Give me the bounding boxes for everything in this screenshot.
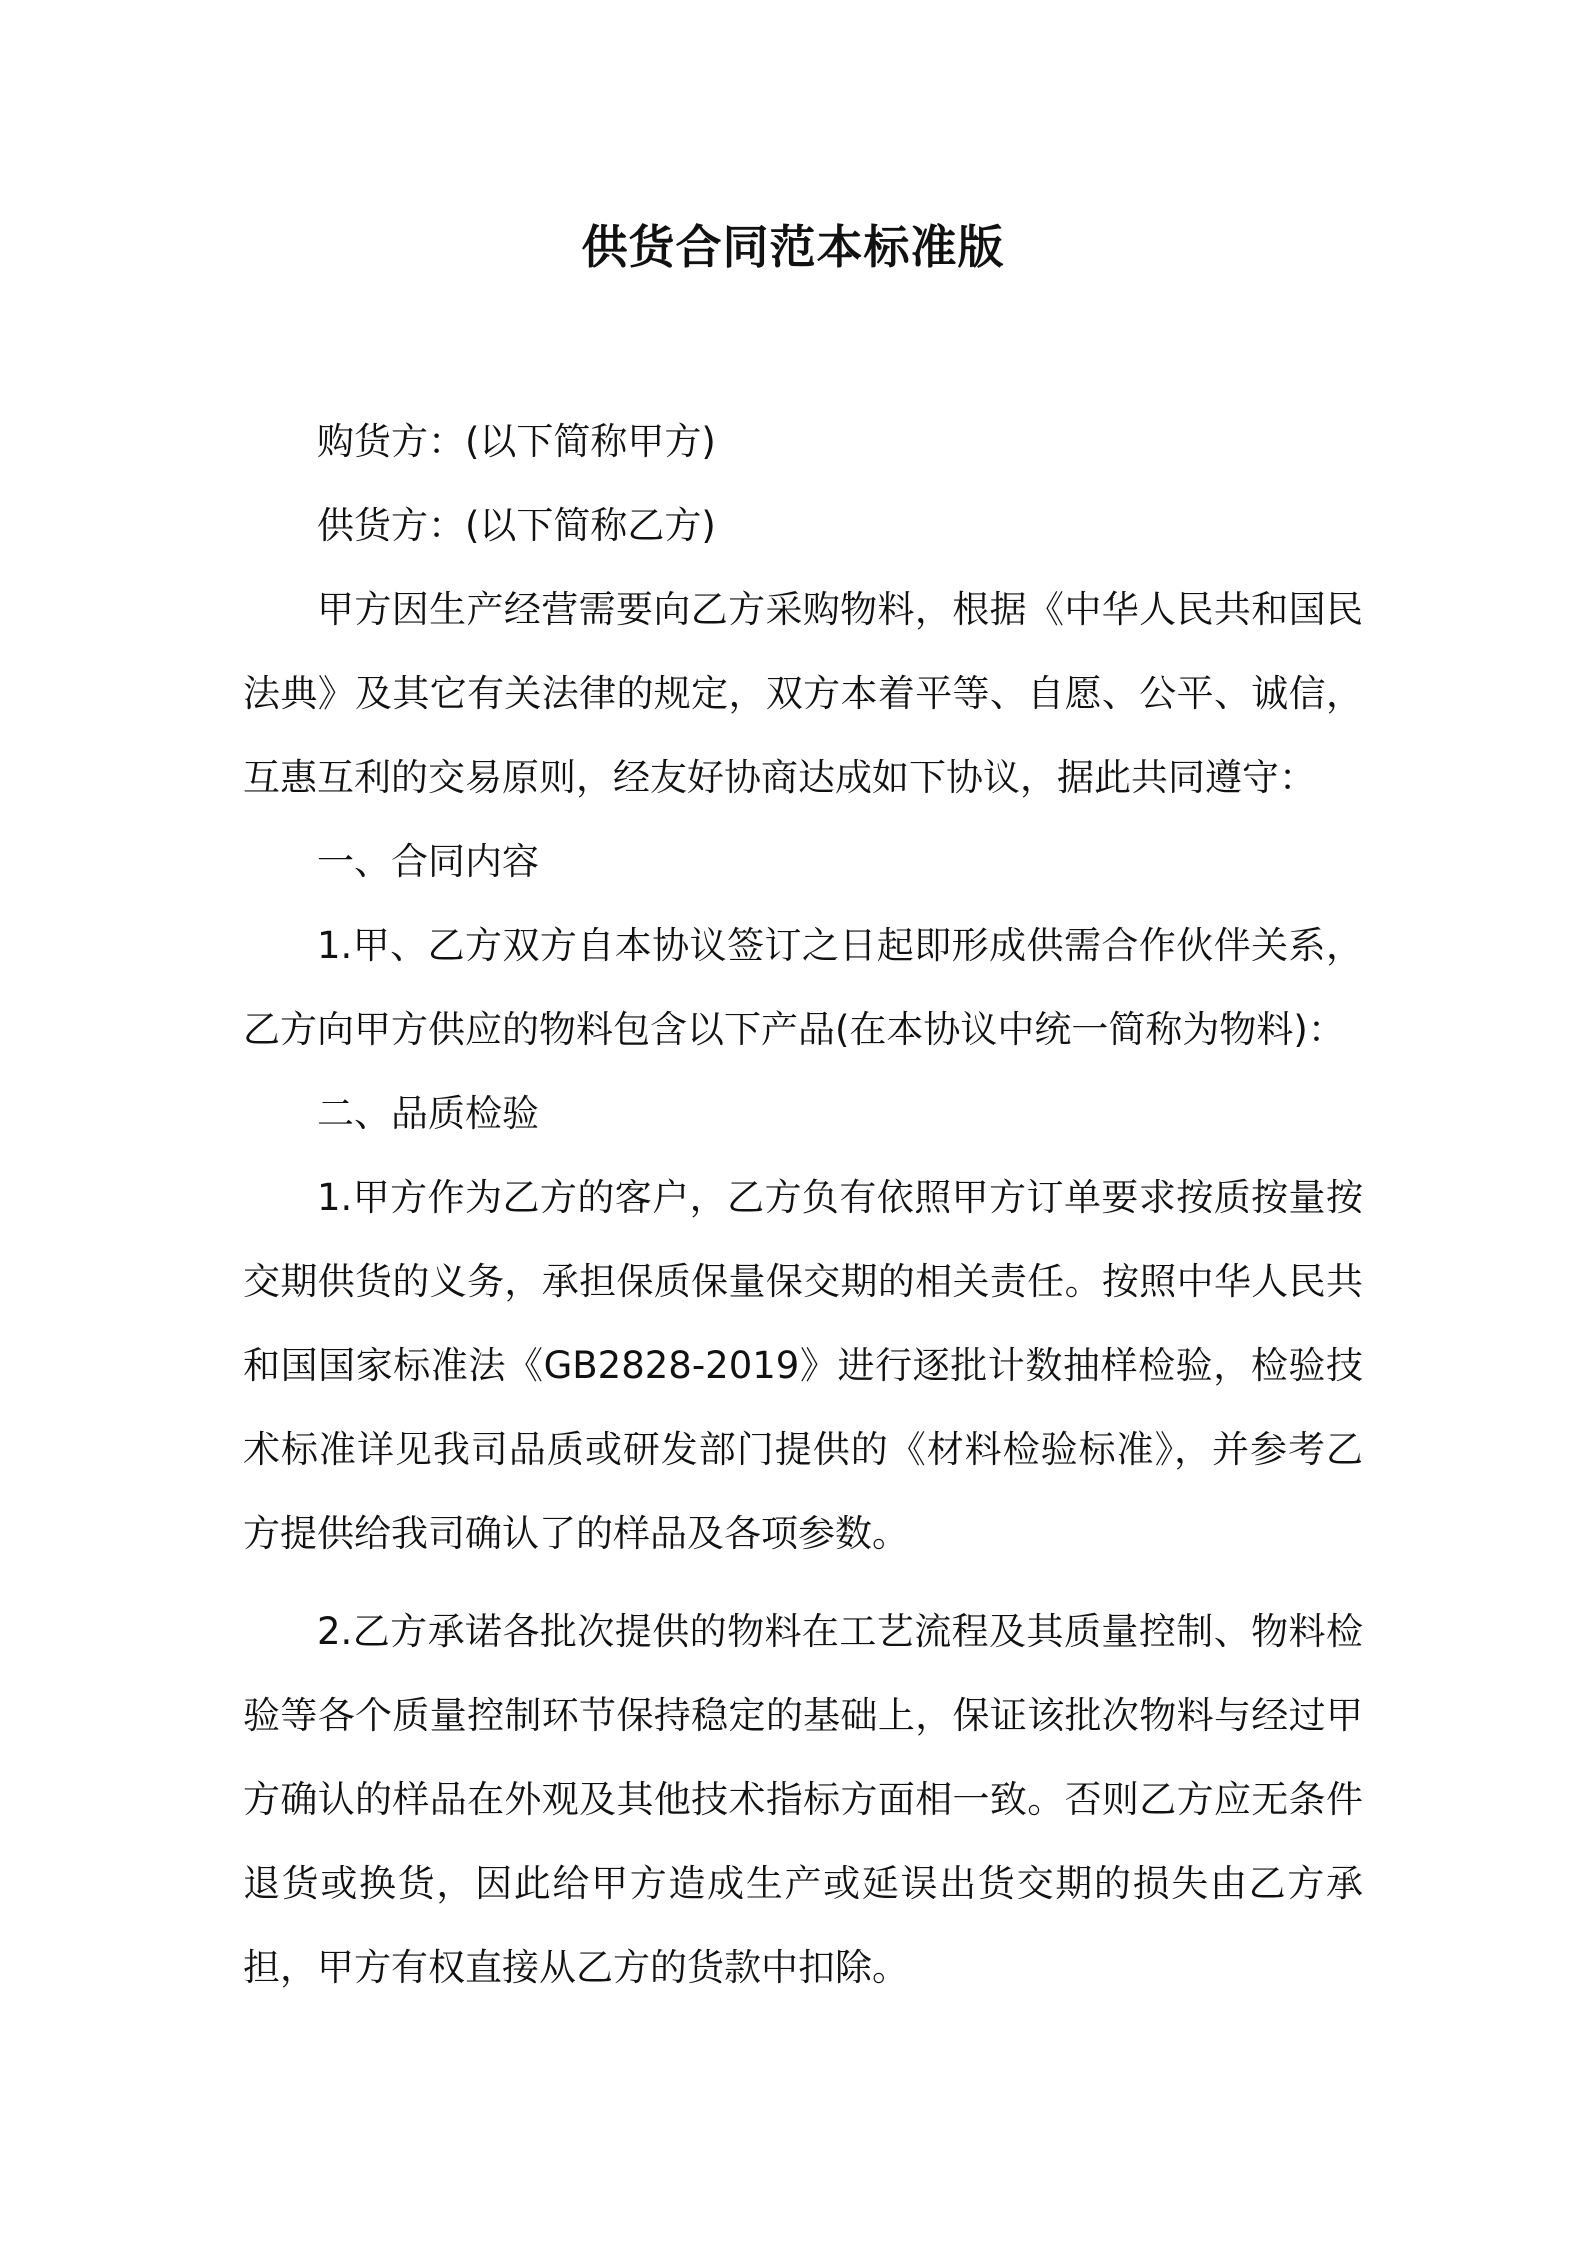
quality-clause-2: 2.乙方承诺各批次提供的物料在工艺流程及其质量控制、物料检验等各个质量控制环节保持稳定的基础上，保证该批次物料与经过甲方确认的样品在外观及其他技术指标方面相一致。否则乙方应无条件退货或换货，因此给甲方造成生产或延误出货交期的损失由乙方承担，甲方有权直接从乙方的货款中扣除。: [243, 1610, 1363, 1989]
supplier-line: 供货方：(以下简称乙方): [317, 504, 716, 547]
preamble-paragraph: 甲方因生产经营需要向乙方采购物料，根据《中华人民共和国民法典》及其它有关法律的规定，双方本着平等、自愿、公平、诚信，互惠互利的交易原则，经友好协商达成如下协议，据此共同遵守：: [243, 588, 1363, 799]
contract-clause-1: 1.甲、乙方双方自本协议签订之日起即形成供需合作伙伴关系，乙方向甲方供应的物料包含以下产品(在本协议中统一简称为物料)：: [243, 924, 1363, 1051]
section-heading-contract-content: 一、合同内容: [317, 840, 539, 883]
document-title: 供货合同范本标准版: [581, 220, 1005, 274]
purchaser-line: 购货方：(以下简称甲方): [317, 420, 716, 463]
quality-clause-1: 1.甲方作为乙方的客户，乙方负有依照甲方订单要求按质按量按交期供货的义务，承担保质保量保交期的相关责任。按照中华人民共和国国家标准法《GB2828-2019》进行逐批计数抽样检验，检验技术标准详见我司品质或研发部门提供的《材料检验标准》，并参考乙方提供给我司确认了的样品及各项参数。: [243, 1176, 1363, 1555]
section-heading-quality-inspection: 二、品质检验: [317, 1092, 539, 1135]
document-body: [243, 400, 1363, 2010]
